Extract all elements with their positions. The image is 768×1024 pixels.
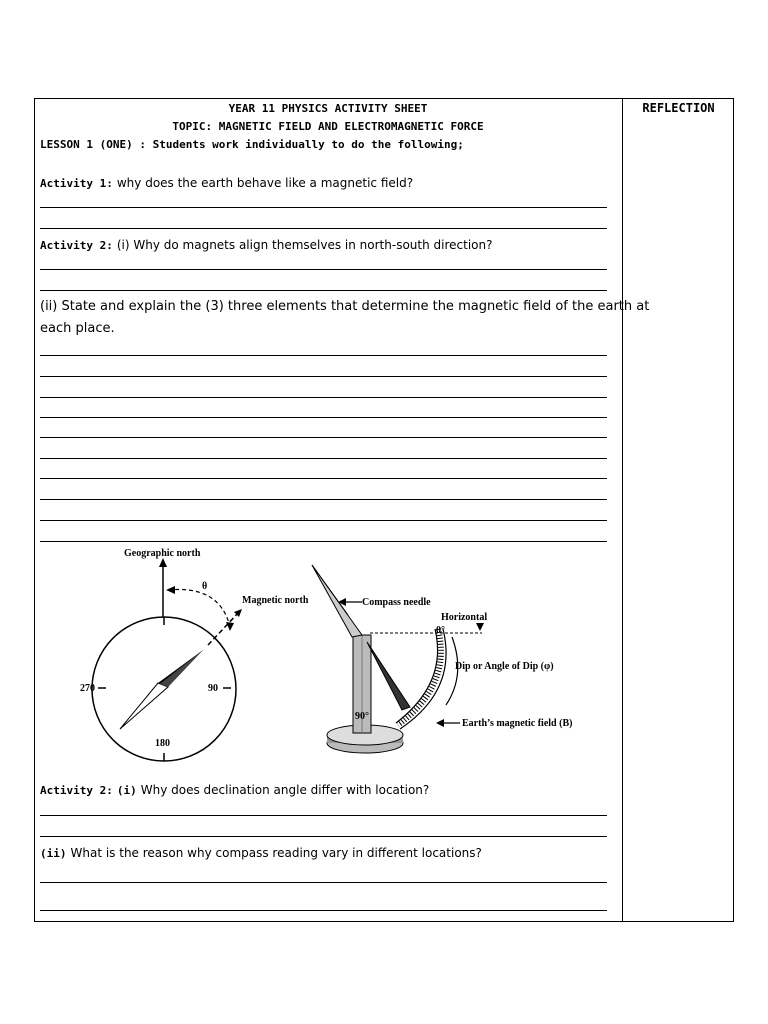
label-180: 180 [155,738,170,749]
answer-line [40,397,607,398]
label-zero-degree: 0° [436,625,445,636]
label-earth-magnetic-field: Earth’s magnetic field (B) [462,718,573,729]
answer-line [40,269,607,270]
activity-1-question: why does the earth behave like a magnetic field? [116,176,414,190]
answer-line [40,541,607,542]
activity-compass-number: (ii) [40,847,67,860]
activity-1-label: Activity 1: [40,177,113,190]
answer-line [40,815,607,816]
sheet-title: YEAR 11 PHYSICS ACTIVITY SHEET [228,102,428,115]
label-270: 270 [80,683,95,694]
lesson-instruction: LESSON 1 (ONE) : Students work individually to do the following; [40,138,464,151]
label-geographic-north: Geographic north [124,548,201,559]
activity-2-label: Activity 2: [40,239,113,252]
label-horizontal: Horizontal [441,612,488,623]
label-ninety-degree: 90° [355,711,369,722]
label-dip-angle: Dip or Angle of Dip (φ) [455,661,554,672]
answer-line [40,882,607,883]
activity-declination [40,781,429,799]
activity-compass-question: What is the reason why compass reading vary in different locations? [70,846,482,860]
compass-figure [80,548,309,761]
answer-line [40,499,607,500]
answer-line [40,417,607,418]
column-divider [622,98,623,922]
answer-line [40,458,607,459]
answer-line [40,228,607,229]
label-90: 90 [208,683,218,694]
activity-declination-number: (i) [116,784,137,797]
reflection-header: REFLECTION [642,101,715,115]
answer-line [40,910,607,911]
label-compass-needle: Compass needle [362,597,431,608]
answer-line [40,478,607,479]
activity-2-question-ii-cont: each place. [40,321,115,336]
activity-1 [40,174,413,192]
label-magnetic-north: Magnetic north [242,595,309,606]
answer-line [40,376,607,377]
answer-line [40,836,607,837]
sheet-topic: TOPIC: MAGNETIC FIELD AND ELECTROMAGNETIC FORCE [172,120,484,133]
answer-line [40,355,607,356]
label-theta: θ [202,581,208,592]
compass-and-dip-diagram [80,545,580,770]
answer-line [40,437,607,438]
answer-line [40,290,607,291]
answer-line [40,520,607,521]
activity-2-question-ii: (ii) State and explain the (3) three elements that determine the magnetic field of the earth at [40,299,650,314]
activity-2 [40,236,492,254]
activity-declination-label: Activity 2: [40,784,113,797]
answer-line [40,207,607,208]
dip-circle-figure [312,565,572,753]
activity-declination-question: Why does declination angle differ with location? [140,783,430,797]
activity-compass-reading [40,844,482,862]
activity-2-question-i: (i) Why do magnets align themselves in north-south direction? [116,238,493,252]
